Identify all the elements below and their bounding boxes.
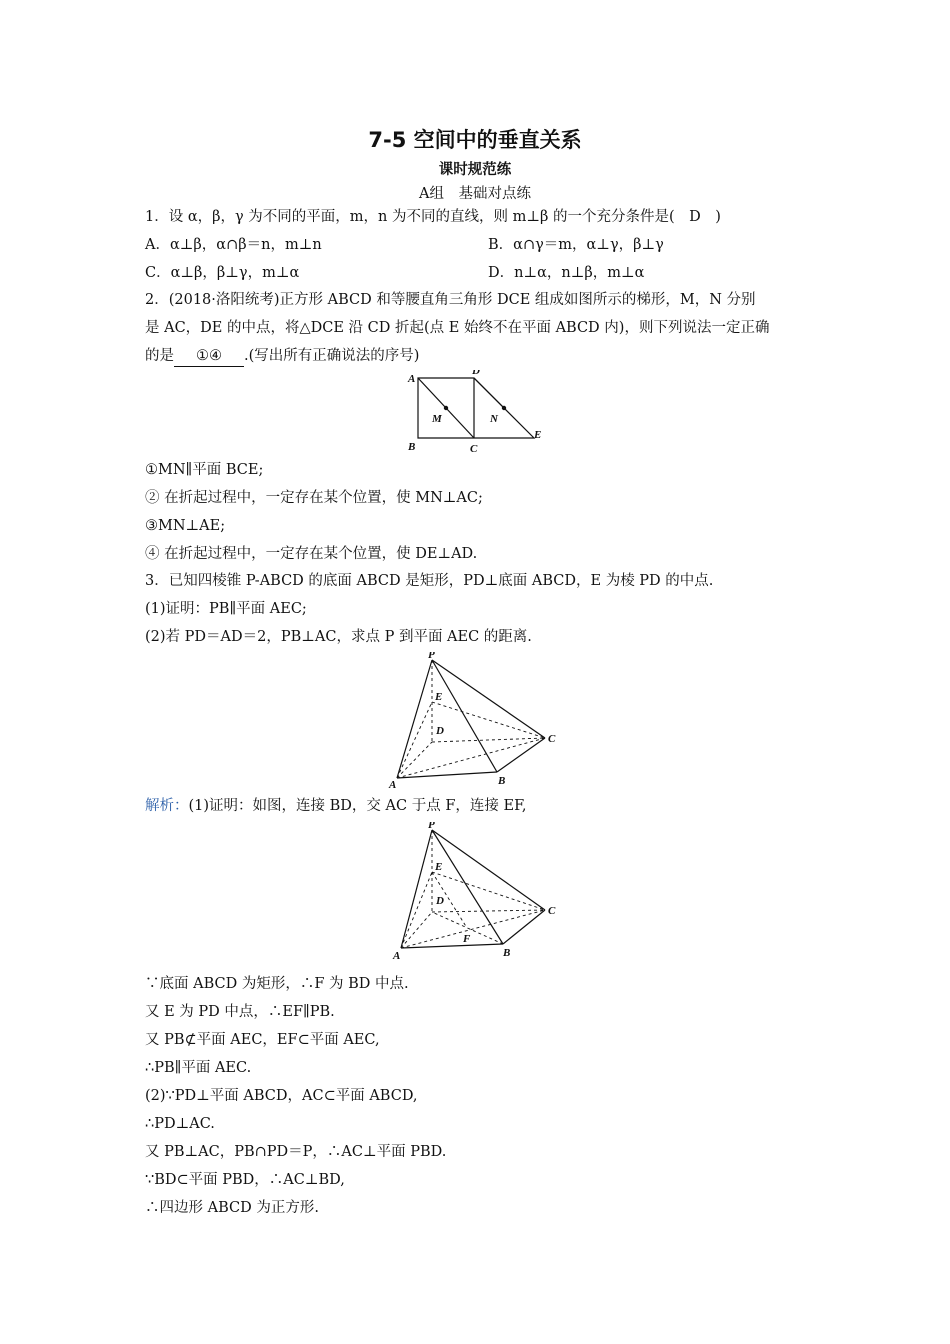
solution-intro: (1)证明：如图，连接 BD，交 AC 于点 F，连接 EF, [188, 798, 527, 814]
solution-line-1: ∵底面 ABCD 为矩形，∴F 为 BD 中点. [145, 976, 409, 992]
q3-pyramid-figure [385, 652, 565, 796]
segment-ec [432, 702, 545, 738]
point-n [502, 406, 506, 410]
edge-dc [432, 910, 545, 912]
trapezoid-outline [418, 378, 534, 438]
q2-trapezoid-figure [400, 370, 550, 459]
page-title: 7-5 空间中的垂直关系 [368, 128, 582, 152]
solution-label: 解析： [145, 798, 189, 814]
solution-line-9: ∴四边形 ABCD 为正方形. [145, 1200, 319, 1216]
q2-line-3 [145, 346, 419, 367]
solution-line-4: ∴PB∥平面 AEC. [145, 1060, 252, 1076]
section-subtitle: 课时规范练 [438, 161, 512, 178]
q1-option-a: A．α⊥β，α∩β＝n，m⊥n [145, 237, 322, 253]
solution-pyramid-figure [385, 822, 565, 966]
solution-intro-line [145, 796, 527, 816]
label-e: E [435, 861, 443, 873]
solution-line-3: 又 PB⊄平面 AEC，EF⊂平面 AEC, [145, 1032, 380, 1048]
edge-ab [397, 772, 497, 778]
q2-item-4: ④ 在折起过程中，一定存在某个位置，使 DE⊥AD. [145, 546, 478, 562]
solution-line-6: ∴PD⊥AC. [145, 1116, 215, 1132]
label-d: D [436, 895, 444, 907]
q2-item-1: ①MN∥平面 BCE; [145, 462, 264, 478]
segment-ae [397, 702, 432, 778]
label-n: N [490, 413, 498, 425]
q3-stem: 3．已知四棱锥 P-ABCD 的底面 ABCD 是矩形，PD⊥底面 ABCD，E 为棱 PD 的中点. [145, 573, 714, 589]
label-c: C [548, 733, 556, 745]
edge-pb [432, 830, 503, 944]
edge-pa [401, 830, 432, 948]
q2-line-3-prefix: 的是 [145, 348, 174, 364]
q2-line-3-suffix: .(写出所有正确说法的序号) [244, 348, 420, 364]
label-a: A [389, 779, 397, 791]
edge-pc [432, 830, 545, 910]
label-f: F [463, 933, 471, 945]
label-b: B [498, 775, 506, 787]
label-c: C [470, 443, 478, 455]
q1-option-c: C．α⊥β，β⊥γ，m⊥α [145, 265, 300, 281]
segment-ec [432, 872, 545, 910]
label-a: A [393, 950, 401, 962]
q1-option-d: D．n⊥α，n⊥β，m⊥α [488, 265, 645, 281]
q2-item-2: ② 在折起过程中，一定存在某个位置，使 MN⊥AC; [145, 490, 483, 506]
label-e: E [435, 691, 443, 703]
group-heading: A组 基础对点练 [419, 186, 531, 202]
edge-bc [497, 738, 545, 772]
diagonal-ac [397, 738, 545, 778]
q2-answer-blank: ①④ [174, 346, 244, 367]
q2-line-2: 是 AC，DE 的中点，将△DCE 沿 CD 折起(点 E 始终不在平面 ABCD 内)，则下列说法一定正确 [145, 320, 770, 336]
edge-ab [401, 944, 503, 948]
edge-pb [432, 660, 497, 772]
solution-line-8: ∵BD⊂平面 PBD，∴AC⊥BD, [145, 1172, 345, 1188]
solution-line-7: 又 PB⊥AC，PB∩PD＝P，∴AC⊥平面 PBD. [145, 1144, 447, 1160]
label-p: P [428, 822, 435, 831]
label-d: D [472, 370, 480, 377]
label-c: C [548, 905, 556, 917]
label-a: A [408, 373, 416, 385]
q1-option-b: B．α∩γ＝m，α⊥γ，β⊥γ [488, 237, 664, 253]
q3-part-2: (2)若 PD＝AD＝2，PB⊥AC，求点 P 到平面 AEC 的距离. [145, 629, 532, 645]
edge-pc [432, 660, 545, 738]
label-d: D [436, 725, 444, 737]
label-p: P [428, 652, 435, 661]
segment-dc-top [474, 378, 504, 408]
solution-line-5: (2)∵PD⊥平面 ABCD，AC⊂平面 ABCD, [145, 1088, 418, 1104]
label-b: B [408, 441, 416, 453]
label-m: M [432, 413, 442, 425]
solution-line-2: 又 E 为 PD 中点，∴EF∥PB. [145, 1004, 335, 1020]
diagonal-ac [401, 910, 545, 948]
edge-dc [432, 738, 545, 742]
label-e: E [534, 429, 542, 441]
q2-item-3: ③MN⊥AE; [145, 518, 226, 534]
q1-stem: 1．设 α，β，γ 为不同的平面，m，n 为不同的直线，则 m⊥β 的一个充分条件是( D ) [145, 209, 721, 225]
point-m [444, 406, 448, 410]
q3-part-1: (1)证明：PB∥平面 AEC; [145, 601, 307, 617]
q2-line-1: 2．(2018·洛阳统考)正方形 ABCD 和等腰直角三角形 DCE 组成如图所示的梯形，M，N 分别 [145, 292, 756, 308]
segment-ae [401, 872, 432, 948]
label-b: B [503, 947, 511, 959]
